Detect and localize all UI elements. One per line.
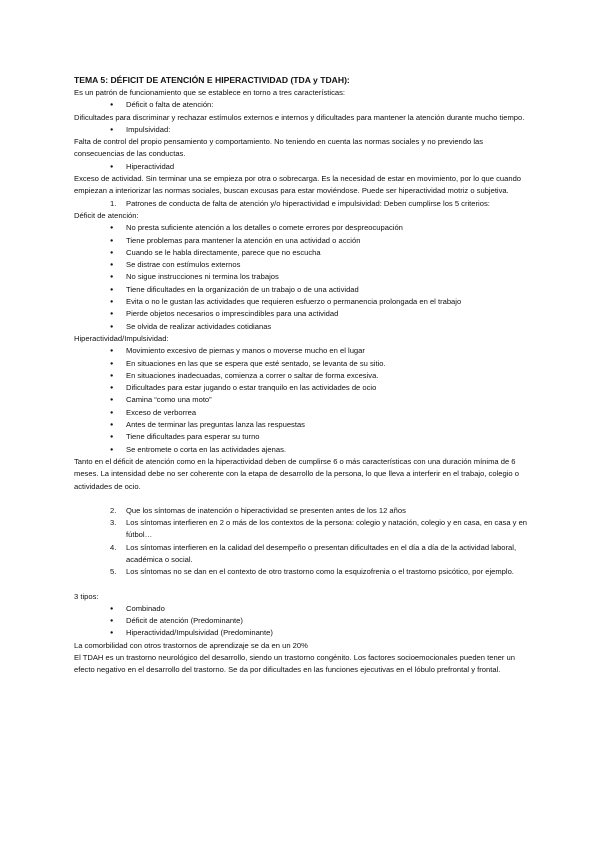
list-item — [74, 566, 532, 578]
list-item: ● Tiene dificultades para esperar su turno — [74, 431, 532, 443]
list-item: ● Se entromete o corta en las actividades ajenas. — [74, 444, 532, 456]
list-item: ● Déficit de atención (Predominante) — [74, 615, 532, 627]
characteristic-name: ● Hiperactividad — [74, 161, 532, 173]
criteria-text: Patrones de conducta de falta de atención y/o hiperactividad e impulsividad: Deben cumplirse los 5 criterios: — [126, 198, 490, 208]
list-number: 4. — [110, 542, 117, 552]
list-number: 3. — [110, 518, 117, 528]
spacer — [74, 493, 532, 505]
intro-text: Es un patrón de funcionamiento que se establece en torno a tres características: — [74, 88, 346, 97]
list-item: ● Exceso de verborrea — [74, 407, 532, 419]
list-item: ● No presta suficiente atención a los detalles o comete errores por despreocupación — [74, 222, 532, 234]
list-item — [74, 542, 532, 567]
list-item: ● No sigue instrucciones ni termina los trabajos — [74, 271, 532, 283]
hyper-list — [74, 345, 532, 456]
list-item: ● Evita o no le gustan las actividades que requieren esfuerzo o permanencia prolongada en el trabajo — [74, 296, 532, 308]
list-number: 5. — [110, 567, 117, 577]
list-item: ● Combinado — [74, 603, 532, 615]
characteristic-desc: Falta de control del propio pensamiento y comportamiento. No teniendo en cuenta las normas sociales y no previendo las consecuencias de las conductas. — [74, 137, 484, 159]
criteria-item — [74, 198, 532, 210]
list-item: ● Pierde objetos necesarios o imprescindibles para una actividad — [74, 308, 532, 320]
characteristic-desc: Dificultades para discriminar y rechazar estímulos externos e internos y dificultades para mantener la atención durante mucho tiempo. — [74, 112, 525, 122]
types-list — [74, 603, 532, 640]
document-page — [74, 74, 532, 677]
summary-text: Tanto en el déficit de atención como en la hiperactividad deben de cumplirse 6 o más características con una duración mínima de 6 meses. La intensidad debe no ser coherente con la etapa de desarrollo de la persona, lo que lleva a interferir en el trabajo, colegio o actividades de ocio. — [74, 456, 519, 491]
list-item: ● En situaciones inadecuadas, comienza a correr o saltar de forma excesiva. — [74, 370, 532, 382]
item-text: Los síntomas interfieren en 2 o más de los contextos de la persona: colegio y natación, colegio y en casa, en casa y en fútbol… — [126, 518, 528, 540]
list-item: ● Dificultades para estar jugando o estar tranquilo en las actividades de ocio — [74, 382, 532, 394]
list-item: ● Camina “como una moto” — [74, 394, 532, 406]
deficit-list — [74, 222, 532, 333]
list-item: ● Tiene dificultades en la organización de un trabajo o de una actividad — [74, 284, 532, 296]
list-item: ● Se distrae con estímulos externos — [74, 259, 532, 271]
list-item — [74, 505, 532, 517]
characteristic-name: ● Impulsividad: — [74, 124, 532, 136]
list-item: ● Se olvida de realizar actividades cotidianas — [74, 321, 532, 333]
list-number: 1. — [110, 198, 117, 208]
list-item: ● Antes de terminar las preguntas lanza las respuestas — [74, 419, 532, 431]
list-item: ● Movimiento excesivo de piernas y manos o moverse mucho en el lugar — [74, 345, 532, 357]
page-title: TEMA 5: DÉFICIT DE ATENCIÓN E HIPERACTIVIDAD (TDA y TDAH): — [74, 75, 350, 85]
list-item: ● En situaciones en las que se espera que esté sentado, se levanta de su sitio. — [74, 358, 532, 370]
numbered-list — [74, 505, 532, 579]
comorbidity-text: La comorbilidad con otros trastornos de aprendizaje se da en un 20% — [74, 640, 308, 650]
list-item: ● Hiperactividad/Impulsividad (Predominante) — [74, 627, 532, 639]
list-item — [74, 517, 532, 542]
item-text: Que los síntomas de inatención o hiperactividad se presenten antes de los 12 años — [126, 505, 406, 515]
deficit-heading: Déficit de atención: — [74, 210, 139, 220]
types-heading: 3 tipos: — [74, 591, 99, 601]
spacer — [74, 579, 532, 591]
list-item: ● Tiene problemas para mantener la atención en una actividad o acción — [74, 235, 532, 247]
list-number: 2. — [110, 505, 117, 515]
item-text: Los síntomas no se dan en el contexto de otro trastorno como la esquizofrenia o el trastorno psicótico, por ejemplo. — [126, 567, 514, 577]
list-item: ● Cuando se le habla directamente, parece que no escucha — [74, 247, 532, 259]
characteristic-desc: Exceso de actividad. Sin terminar una se empieza por otra o sobrecarga. Es la necesidad de estar en movimiento, por lo que cuando empiezan a interiorizar las normas sociales, buscan excusas para estar moviéndose. Puede ser hiperactividad motriz o subjetiva. — [74, 174, 522, 196]
hyper-heading: Hiperactividad/Impulsividad: — [74, 333, 169, 343]
item-text: Los síntomas interfieren en la calidad del desempeño o presentan dificultades en el día a día de la actividad laboral, académica o social. — [126, 542, 517, 564]
closing-text: El TDAH es un trastorno neurológico del desarrollo, siendo un trastorno congénito. Los factores socioemocionales pueden tener un efecto negativo en el desarrollo del trastorno. Se da por dificultades en las funciones ejecutivas en el lóbulo prefrontal y frontal. — [74, 653, 515, 675]
characteristic-name: ● Déficit o falta de atención: — [74, 99, 532, 111]
